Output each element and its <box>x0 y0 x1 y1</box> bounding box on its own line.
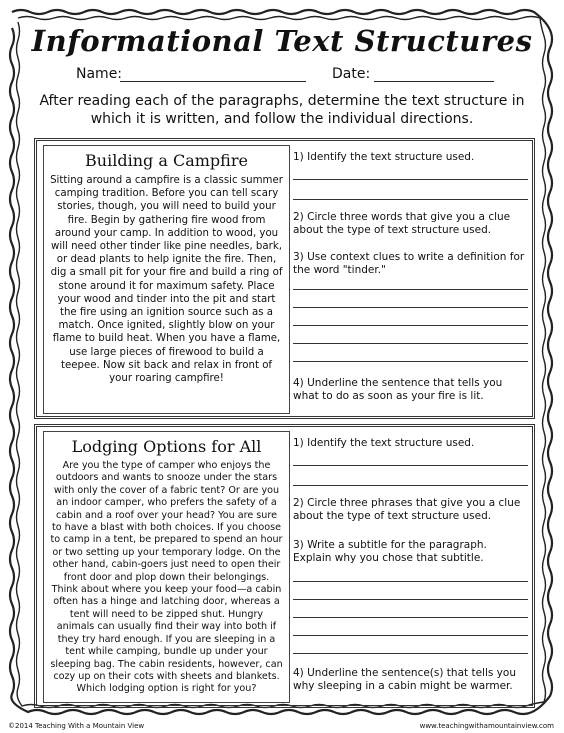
passage-heading: Lodging Options for All <box>71 437 262 456</box>
passage-box <box>43 145 290 414</box>
name-field[interactable] <box>120 81 306 82</box>
answer-line[interactable] <box>293 617 528 618</box>
passage-text: Are you the type of camper who enjoys the outdoors and wants to snooze under the stars with only the cover of a fabric tent? Or are you an indoor camper, who prefers the safety of a cabin and a roof over your head? You are sure to have a blast with both choices. If you choose to camp in a tent, be prepared to spend an hour or two setting up your temporary lodge. On the other hand, cabin-goers just need to open their front door and plop down their belongings. Think about where you keep your food—a cabin often has a hinge and latching door, whereas a tent will need to be zipped shut. Hungry animals can usually find their way into both if they try hard enough. If you are sleeping in a tent while camping, bundle up under your sleeping bag. The cabin residents, however, can cozy up on their cots with sheets and blankets. Which lodging option is right for you? <box>50 460 283 695</box>
question-3: 3) Write a subtitle for the paragraph. Explain why you chose that subtitle. <box>293 539 487 564</box>
name-label: Name: <box>76 66 123 82</box>
answer-line[interactable] <box>293 465 528 466</box>
question-1: 1) Identify the text structure used. <box>293 151 475 163</box>
answer-line[interactable] <box>293 179 528 180</box>
answer-line[interactable] <box>293 199 528 200</box>
question-4: 4) Underline the sentence(s) that tells you why sleeping in a cabin might be warmer. <box>293 667 516 692</box>
copyright: ©2014 Teaching With a Mountain View <box>8 722 145 730</box>
question-4: 4) Underline the sentence that tells you what to do as soon as your fire is lit. <box>293 377 503 402</box>
answer-line[interactable] <box>293 581 528 582</box>
questions-column <box>293 145 528 412</box>
date-label: Date: <box>332 66 371 82</box>
answer-line[interactable] <box>293 599 528 600</box>
answer-line[interactable] <box>293 361 528 362</box>
question-2: 2) Circle three phrases that give you a clue about the type of text structure used. <box>293 497 521 522</box>
section-lodging <box>34 424 535 708</box>
answer-line[interactable] <box>293 325 528 326</box>
question-2: 2) Circle three words that give you a clue about the type of text structure used. <box>293 211 511 236</box>
answer-line[interactable] <box>293 343 528 344</box>
answer-line[interactable] <box>293 485 528 486</box>
answer-line[interactable] <box>293 653 528 654</box>
answer-line[interactable] <box>293 289 528 290</box>
question-1: 1) Identify the text structure used. <box>293 437 475 449</box>
page-title: Informational Text Structures <box>31 24 533 58</box>
answer-line[interactable] <box>293 635 528 636</box>
questions-column <box>293 431 528 701</box>
name-date-row <box>76 66 494 86</box>
website: www.teachingwithamountainview.com <box>419 722 554 730</box>
section-campfire <box>34 138 535 419</box>
passage-box <box>43 431 290 703</box>
passage-heading: Building a Campfire <box>85 151 248 170</box>
passage-text: Sitting around a campfire is a classic summer camping tradition. Before you can tell scary stories, though, you will need to build your fire. Begin by gathering fire wood from around your camp. In addition to wood, you will need other tinder like pine needles, bark, or dead plants to help ignite the fire. Then, dig a small pit for your fire and build a ring of stone around it for maximum safety. Place your wood and tinder into the pit and start the fire using an ignition source such as a match. Once ignited, slightly blow on your flame to build heat. When you have a flame, use large pieces of firewood to build a teepee. Now sit back and relax in front of your roaring campfire! <box>50 175 283 385</box>
question-3: 3) Use context clues to write a definition for the word "tinder." <box>293 251 525 276</box>
date-field[interactable] <box>374 81 494 82</box>
instructions: After reading each of the paragraphs, determine the text structure in which it is written, and follow the individual directions. <box>39 93 525 127</box>
answer-line[interactable] <box>293 307 528 308</box>
